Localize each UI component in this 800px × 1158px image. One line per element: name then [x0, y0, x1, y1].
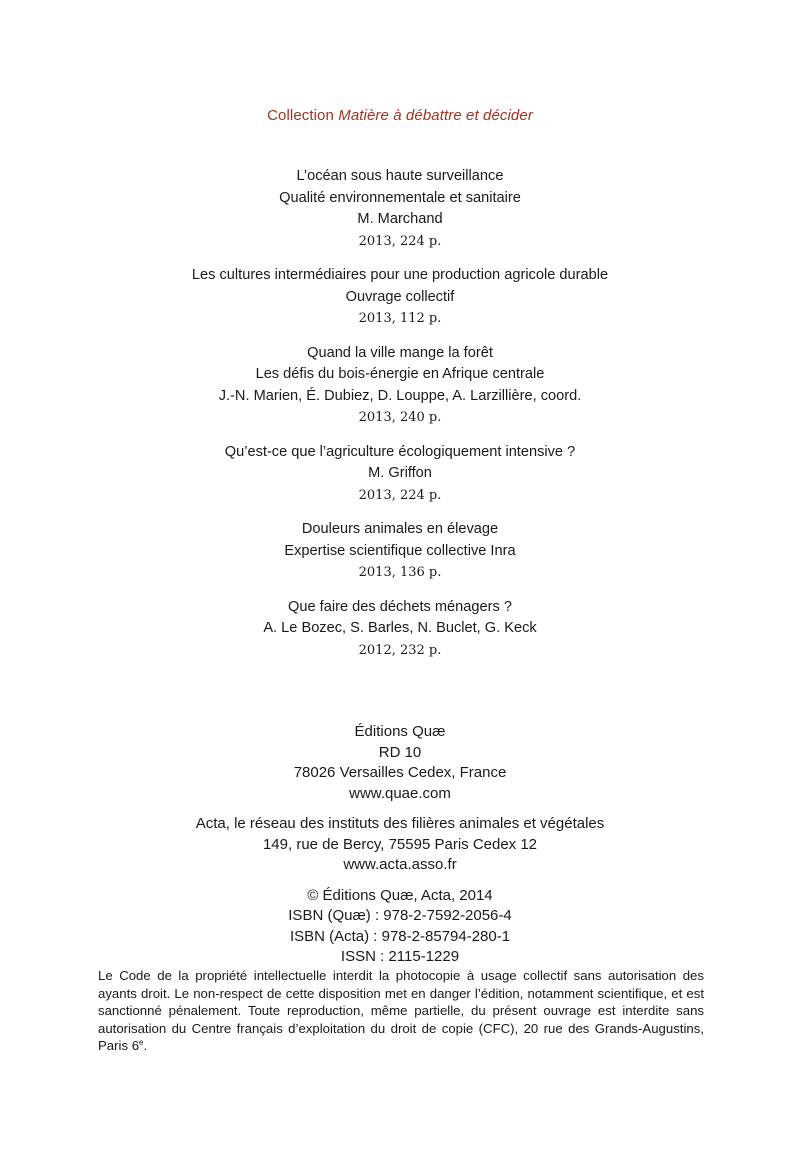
book-entry: [0, 343, 800, 429]
book-title: Que faire des déchets ménagers ?: [288, 598, 512, 615]
book-title: Douleurs animales en élevage: [301, 521, 499, 537]
website: www.quae.com: [349, 784, 451, 802]
isbn-quae: ISBN (Quæ) : 978-2-7592-2056-4: [288, 907, 512, 924]
book-subtitle: Qualité environnementale et sanitaire: [279, 189, 521, 206]
publisher-name: Acta, le réseau des instituts des filières animales et végétales: [195, 815, 605, 832]
book-publication-info: 2013, 112 p.: [358, 311, 442, 326]
issn: ISSN : 2115-1229: [340, 948, 460, 965]
book-title: L’océan sous haute surveillance: [296, 168, 504, 184]
collection-heading: [0, 107, 800, 124]
book-author: J.-N. Marien, É. Dubiez, D. Louppe, A. Larzillière, coord.: [218, 387, 582, 404]
website: www.acta.asso.fr: [343, 856, 457, 873]
quae-address: [0, 722, 800, 804]
book-publication-info: 2013, 224 p.: [358, 233, 442, 249]
book-title: Qu’est-ce que l’agriculture écologiquement intensive ?: [224, 443, 576, 460]
book-author: A. Le Bozec, S. Barles, N. Buclet, G. Keck: [263, 620, 537, 636]
book-author: M. Marchand: [357, 211, 443, 227]
collection-prefix: Collection: [267, 107, 334, 124]
book-entry: [0, 265, 800, 330]
collection-name: Matière à débattre et décider: [338, 107, 533, 124]
book-author: M. Griffon: [368, 465, 432, 481]
rights-block: [0, 886, 800, 968]
legal-text: Le Code de la propriété intellectuelle interdit la photocopie à usage collectif sans autorisation des ayants droit. Le non-respect de cette disposition met en danger l’édition, notamment scientifique, et est sanctionné pénalement. Toute reproduction, même partielle, du présent ouvrage est interdite sans autorisation du Centre français d’exploitation du droit de copie (CFC), 20 rue des Grands-Augustins, Paris 6: [98, 968, 704, 1054]
book-entry: [0, 442, 800, 507]
address-line: 78026 Versailles Cedex, France: [293, 764, 507, 781]
copyright-line: © Éditions Quæ, Acta, 2014: [307, 886, 493, 904]
legal-end: .: [143, 1038, 148, 1054]
book-publication-info: 2013, 240 p.: [358, 410, 442, 425]
book-entry: [0, 166, 800, 252]
book-publication-info: 2013, 224 p.: [358, 487, 442, 503]
book-title: Quand la ville mange la forêt: [307, 344, 493, 361]
legal-notice: [98, 967, 704, 1055]
book-author: Expertise scientifique collective Inra: [284, 542, 516, 559]
legal-superscript: e: [139, 1038, 144, 1048]
publisher-name: Éditions Quæ: [354, 723, 446, 740]
publisher-info: [0, 722, 800, 978]
book-entry: [0, 597, 800, 662]
address-line: RD 10: [378, 743, 422, 761]
book-list: [0, 166, 800, 674]
book-publication-info: 2012, 232 p.: [358, 642, 442, 658]
book-author: Ouvrage collectif: [345, 288, 455, 305]
address-line: 149, rue de Bercy, 75595 Paris Cedex 12: [262, 835, 538, 853]
book-subtitle: Les défis du bois-énergie en Afrique centrale: [255, 366, 545, 382]
book-publication-info: 2013, 136 p.: [358, 565, 442, 580]
book-title: Les cultures intermédiaires pour une production agricole durable: [191, 267, 609, 283]
acta-address: [0, 814, 800, 876]
book-entry: [0, 519, 800, 584]
isbn-acta: ISBN (Acta) : 978-2-85794-280-1: [289, 927, 511, 945]
